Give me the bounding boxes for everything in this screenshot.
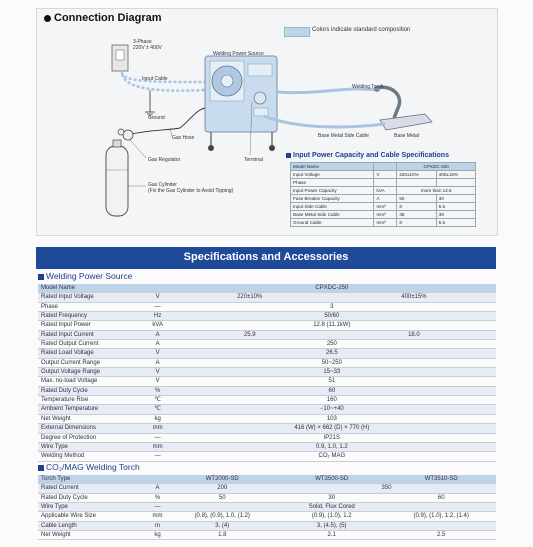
table-row: Net Weight kg 103 xyxy=(38,414,496,423)
welding-torch-label: Welding Torch xyxy=(352,84,384,90)
base-metal-side-cable xyxy=(264,116,385,127)
table-row: Rated Load Voltage V 26.5 xyxy=(38,349,496,358)
table-row: Output Voltage Range V 15~33 xyxy=(38,368,496,377)
base-metal-label: Base Metal xyxy=(394,133,420,139)
table-header: Model Name CPXDC-250 xyxy=(291,163,476,171)
section-marker-icon xyxy=(38,274,44,280)
table-row: Phase xyxy=(291,179,476,187)
table-row: Rated Duty Cycle % 60 xyxy=(38,386,496,395)
input-cable-label: Input Cable xyxy=(142,76,168,82)
table-row: External Dimensions mm 416 (W) × 662 (D) × 770 (H) xyxy=(38,424,496,433)
table-row: Max. no-load Voltage V 51 xyxy=(38,377,496,386)
table-row: Rated Output Current A 250 xyxy=(38,340,496,349)
voltage-label: 220V ± 400V xyxy=(133,45,162,51)
power-label: 3-Phase xyxy=(133,39,152,45)
section-marker-icon xyxy=(286,153,291,158)
table-row: Fuse Breaker Capacity A 50 30 xyxy=(291,195,476,203)
table-row: Rated Input Current A 25.9 18.0 xyxy=(38,330,496,339)
table-row: Rated Input Voltage V 220±10% 400±15% xyxy=(38,293,496,302)
torch-title: CO₂/MAG Welding Torch xyxy=(38,462,140,472)
gas-hose xyxy=(180,108,205,128)
table-row: Temperature Rise ℃ 160 xyxy=(38,396,496,405)
ground-label: Ground xyxy=(148,115,165,121)
table-row: Cable Length m 3, (4) 3, (4.5), (5) xyxy=(38,521,496,530)
table-row: Rated Frequency Hz 50/60 xyxy=(38,312,496,321)
table-row: Net Weight kg 1.8 2.1 2.5 xyxy=(38,531,496,540)
gas-cylinder-icon xyxy=(106,146,128,216)
table-header: Model Name CPXDC-250 xyxy=(38,284,496,293)
gas-hose-label: Gas Hose xyxy=(172,135,195,141)
table-row: Applicable Wire Size mm (0.8), (0.9), 1.0, (1.2) (0.9), (1.0), 1.2 (0.9), (1.0), 1.2, (1.4) xyxy=(38,512,496,521)
table-row: Wire Type — Solid, Flux Cored xyxy=(38,503,496,512)
table-row: Rated Input Power kVA 12.8 (11.1kW) xyxy=(38,321,496,330)
input-power-title: Input Power Capacity and Cable Specifications xyxy=(286,152,449,159)
table-row: Output Current Range A 50~250 xyxy=(38,358,496,367)
table-row: Phase — 3 xyxy=(38,302,496,311)
terminal-label: Terminal xyxy=(244,157,263,163)
table-row: Base Metal Side Cable mm² 38 38 xyxy=(291,211,476,219)
welding-source-label: Welding Power Source xyxy=(213,51,264,57)
gas-regulator-label: Gas Regulator xyxy=(148,157,181,163)
connection-diagram-title: Connection Diagram xyxy=(44,12,162,24)
table-row: Input Power Capacity kVA more than 12.5 xyxy=(291,187,476,195)
table-row: Degree of Protection — IP21S xyxy=(38,433,496,442)
torch-table xyxy=(38,475,496,540)
table-row: Wire Type mm 0.9, 1.0, 1.2 xyxy=(38,442,496,451)
table-row: Welding Method — CO₂ MAG xyxy=(38,452,496,461)
caster-icon xyxy=(208,145,214,151)
table-header: Torch Type WT2000-SD WT3500-SD WT3510-SD xyxy=(38,475,496,484)
gas-regulator-icon xyxy=(123,130,133,140)
base-metal-cable-label: Base Metal Side Cable xyxy=(318,133,369,139)
section-marker-icon xyxy=(38,465,44,471)
table-row: Rated Current A 200 350 xyxy=(38,484,496,493)
power-source-table xyxy=(38,284,496,462)
specs-title: Specifications and Accessories xyxy=(183,251,349,263)
gas-cylinder-label: Gas Cylinder xyxy=(148,182,177,188)
legend-text: Colors indicate standard composition xyxy=(312,27,411,33)
power-source-title: Welding Power Source xyxy=(38,271,132,281)
input-power-table xyxy=(290,162,476,227)
table-row: Input Voltage V 220±10% 400±15% xyxy=(291,171,476,179)
table-row: Input Side Cable mm² 8 5.5 xyxy=(291,203,476,211)
base-metal-icon xyxy=(380,114,432,130)
table-row: Ambient Temperature ℃ −10~+40 xyxy=(38,405,496,414)
welding-torch-icon xyxy=(376,87,400,118)
table-row: Ground Cable mm² 8 5.5 xyxy=(291,219,476,227)
table-row: Rated Duty Cycle % 50 30 60 xyxy=(38,493,496,502)
gas-cylinder-note: (Fix the Gas Cylinder to Avoid Tipping) xyxy=(148,188,234,194)
